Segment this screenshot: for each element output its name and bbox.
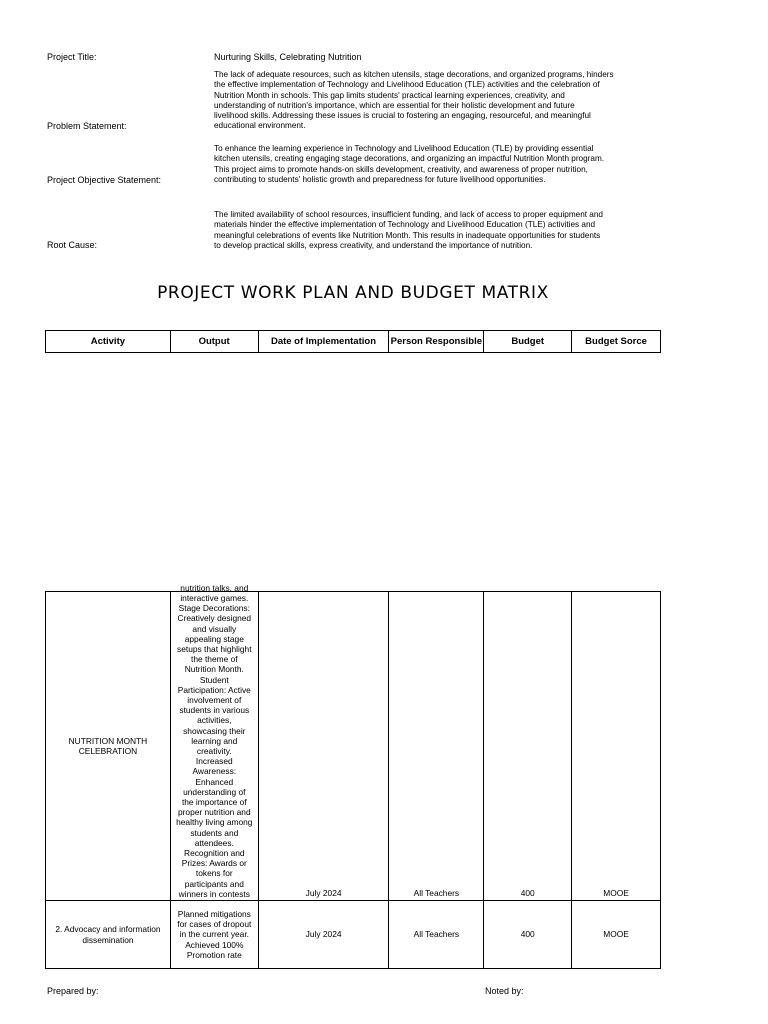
row1-output-line: activities,	[197, 715, 232, 726]
row1-output-line: Stage Decorations:	[178, 603, 250, 614]
objective-statement-label: Project Objective Statement:	[47, 175, 162, 185]
problem-statement-text: The lack of adequate resources, such as kitchen utensils, stage decorations, and organized programs, hinders the effective implementation of Technology and Livelihood Education (TLE) activities and the celebration of Nutrition Month in schools. This gap limits students' practical learning experiences, creativity, and understanding of nutrition's importance, which are essential for their holistic development and future livelihood skills. Addressing these issues is crucial to fostering an engaging, resourceful, and meaningful educational environment.	[214, 70, 614, 131]
row2-source: MOOE	[572, 901, 661, 969]
row1-output-line: Creatively designed	[177, 613, 252, 624]
row1-output-line: showcasing their	[183, 725, 246, 736]
row1-person: All Teachers	[389, 592, 484, 901]
table-row	[46, 901, 661, 969]
row1-output-line: and visually	[192, 623, 237, 634]
row1-output-line: winners in contests	[178, 888, 250, 899]
problem-statement-label: Problem Statement:	[47, 121, 127, 131]
row1-output-line: Nutrition Month.	[184, 664, 244, 675]
row1-output-line: proper nutrition and	[177, 807, 251, 818]
matrix-body-table	[45, 582, 661, 969]
row2-output: Planned mitigations for cases of dropout in the current year. Achieved 100% Promotion rate	[170, 901, 258, 969]
project-title-value: Nurturing Skills, Celebrating Nutrition	[214, 52, 362, 62]
objective-statement-text: To enhance the learning experience in Technology and Livelihood Education (TLE) by providing essential kitchen utensils, creating engaging stage decorations, and organizing an impactful Nutrition Month program. This project aims to promote hands-on skills development, creativity, and awareness of proper nutrition, contributing to students' holistic growth and preparedness for future livelihood opportunities.	[214, 144, 605, 184]
row1-budget: 400	[484, 592, 572, 901]
project-title-label: Project Title:	[47, 52, 97, 62]
row1-output-line: nutrition talks, and	[180, 582, 249, 593]
row1-output-line: Recognition and	[184, 847, 245, 858]
row1-output-line: Increased	[195, 756, 233, 767]
row1-output-line: setups that highlight	[177, 643, 252, 654]
row1-output-line: attendees.	[194, 837, 234, 848]
header-source: Budget Sorce	[572, 331, 661, 353]
header-output: Output	[170, 331, 258, 353]
row1-output-line: healthy living among	[176, 817, 253, 828]
row1-output-line: Awareness:	[192, 766, 237, 777]
row1-output-line: Participation: Active	[177, 684, 251, 695]
matrix-header-table	[45, 330, 661, 353]
row1-output-line: the importance of	[181, 796, 247, 807]
row1-output-line: tokens for	[195, 868, 233, 879]
matrix-title: PROJECT WORK PLAN AND BUDGET MATRIX	[157, 283, 549, 303]
row1-output-line: students and	[190, 827, 239, 838]
row1-output-line: appealing stage	[184, 633, 244, 644]
row2-activity: 2. Advocacy and information dissemination	[46, 901, 171, 969]
row1-output-line: learning and	[191, 735, 238, 746]
row1-output-line: interactive games.	[180, 592, 249, 603]
header-date: Date of Implementation	[258, 331, 389, 353]
header-budget: Budget	[484, 331, 572, 353]
row1-output-line: students in various	[179, 705, 250, 716]
row1-activity: NUTRITION MONTH CELEBRATION	[46, 592, 171, 901]
row2-person: All Teachers	[389, 901, 484, 969]
row1-date: July 2024	[258, 592, 389, 901]
row1-output-line: Prizes: Awards or	[181, 858, 247, 869]
row1-source: MOOE	[572, 592, 661, 901]
header-activity: Activity	[46, 331, 171, 353]
row1-output-line: Enhanced	[195, 776, 234, 787]
row1-output-line: participants and	[184, 878, 244, 889]
row2-budget: 400	[484, 901, 572, 969]
row1-output-line: Student	[199, 674, 229, 685]
row1-output-line: creativity.	[196, 745, 232, 756]
prepared-by-label: Prepared by:	[47, 986, 99, 996]
row1-output-line: the theme of	[191, 654, 238, 665]
noted-by-label: Noted by:	[485, 986, 524, 996]
header-person: Person Responsible	[389, 331, 484, 353]
root-cause-label: Root Cause:	[47, 240, 98, 250]
row2-date: July 2024	[258, 901, 389, 969]
root-cause-text: The limited availability of school resources, insufficient funding, and lack of access to proper equipment and materials hinder the effective implementation of Technology and Livelihood Education (TLE) activities and meaningful celebrations of events like Nutrition Month. This results in inadequate opportunities for students to develop practical skills, express creativity, and understand the importance of nutrition.	[214, 210, 603, 250]
row1-output-line: understanding of	[183, 786, 246, 797]
table-row	[46, 592, 661, 901]
row1-output-line: involvement of	[187, 694, 242, 705]
row1-output	[170, 582, 258, 901]
